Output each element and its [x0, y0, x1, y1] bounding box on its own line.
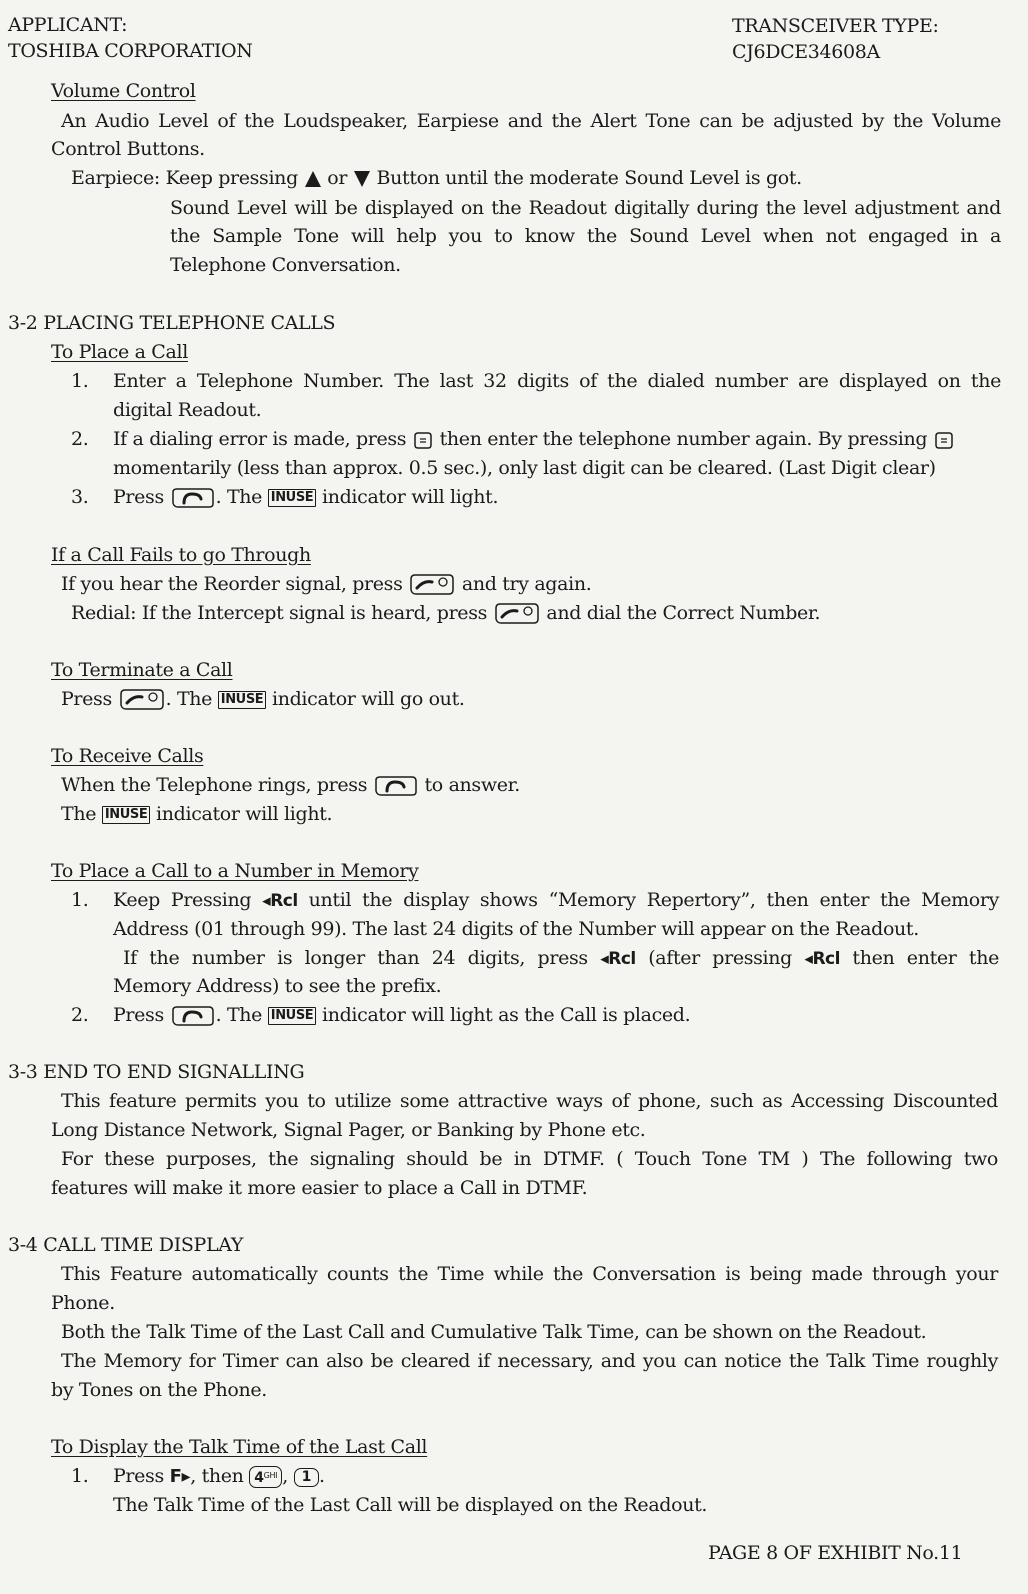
- key-4-letters: GHI: [263, 1471, 278, 1480]
- item-text: and dial the Correct Number.: [546, 602, 821, 624]
- list-number: 3.: [71, 486, 89, 508]
- up-triangle-icon: [304, 170, 322, 188]
- earpiece-or: or: [327, 167, 348, 189]
- recall-key: ◂Rcl: [600, 949, 636, 969]
- clear-key-icon: [933, 429, 955, 451]
- item-text: . The: [165, 688, 213, 710]
- sound-level-line: Telephone Conversation.: [170, 254, 401, 276]
- key-1-digit: 1: [301, 1468, 312, 1485]
- send-key-icon: [373, 775, 419, 797]
- signalling-para-line: For these purposes, the signaling should be in DTMF. ( Touch Tone TM ) The following two: [61, 1148, 998, 1170]
- earpiece-text: Button until the moderate Sound Level is got.: [376, 167, 802, 189]
- item-text: . The: [215, 1004, 263, 1026]
- list-number: 1.: [71, 889, 89, 911]
- list-number: 2.: [71, 428, 89, 450]
- applicant-name: TOSHIBA CORPORATION: [8, 40, 253, 62]
- list-number: 1.: [71, 1465, 89, 1487]
- recall-key: ◂Rcl: [804, 949, 840, 969]
- function-key: F▸: [169, 1466, 191, 1487]
- transceiver-type-value: CJ6DCE34608A: [732, 41, 880, 63]
- terminate-call-heading: To Terminate a Call: [51, 659, 233, 681]
- end-key-icon: [118, 688, 166, 712]
- inuse-indicator: INUSE: [268, 489, 317, 507]
- earpiece-line: [71, 167, 802, 189]
- item-text: If you hear the Reorder signal, press: [61, 573, 403, 595]
- call-time-para-line: Both the Talk Time of the Last Call and Cumulative Talk Time, can be shown on the Readout.: [61, 1321, 927, 1343]
- memory-item-2: [113, 1004, 690, 1027]
- item-text: Redial: If the Intercept signal is heard, press: [71, 602, 488, 624]
- sound-level-line: Sound Level will be displayed on the Readout digitally during the level adjustment and: [170, 197, 1001, 219]
- list-number: 2.: [71, 1004, 89, 1026]
- item-text: Press: [113, 1004, 164, 1026]
- signalling-para-line: Long Distance Network, Signal Pager, or Banking by Phone etc.: [51, 1119, 646, 1141]
- memory-call-heading: To Place a Call to a Number in Memory: [51, 860, 419, 882]
- recall-key: ◂Rcl: [262, 891, 298, 911]
- call-time-para-line: The Memory for Timer can also be cleared if necessary, and you can notice the Talk Time roughly: [61, 1350, 998, 1372]
- item-text: . The: [215, 486, 263, 508]
- end-key-icon: [493, 602, 541, 626]
- terminate-call-line: [61, 688, 465, 712]
- item-text: The: [61, 803, 97, 825]
- section-3-3-heading: 3-3 END TO END SIGNALLING: [8, 1061, 305, 1083]
- item-text: Press: [113, 486, 164, 508]
- item-text: Press: [61, 688, 112, 710]
- place-call-heading: To Place a Call: [51, 341, 188, 363]
- applicant-label: APPLICANT:: [8, 14, 128, 36]
- place-call-item-1: Enter a Telephone Number. The last 32 digits of the dialed number are displayed on the: [113, 370, 1001, 392]
- down-triangle-icon: [353, 170, 371, 188]
- display-talk-time-heading: To Display the Talk Time of the Last Call: [51, 1436, 428, 1458]
- item-text: When the Telephone rings, press: [61, 774, 368, 796]
- key-4-digit: 4: [254, 1470, 264, 1486]
- item-text: , then: [190, 1465, 244, 1487]
- signalling-para-line: features will make it more easier to place a Call in DTMF.: [51, 1177, 588, 1199]
- call-time-para-line: This Feature automatically counts the Time while the Conversation is being made through your: [61, 1263, 998, 1285]
- send-key-icon: [170, 1005, 216, 1027]
- item-text: until the display shows “Memory Repertory”, then enter the Memory: [308, 889, 1000, 911]
- item-text: to answer.: [424, 774, 520, 796]
- section-3-4-heading: 3-4 CALL TIME DISPLAY: [8, 1234, 244, 1256]
- place-call-item-3: [113, 486, 498, 509]
- clear-key-icon: [412, 429, 434, 451]
- display-talk-time-item-1-cont: The Talk Time of the Last Call will be displayed on the Readout.: [113, 1494, 708, 1516]
- signalling-para-line: This feature permits you to utilize some attractive ways of phone, such as Accessing Discounted: [61, 1090, 998, 1112]
- place-call-item-2-cont: momentarily (less than approx. 0.5 sec.), only last digit can be cleared. (Last Digit clear): [113, 457, 936, 479]
- receive-calls-line: [61, 774, 520, 797]
- call-time-para-line: by Tones on the Phone.: [51, 1379, 267, 1401]
- call-fails-line: [61, 573, 591, 597]
- place-call-item-1-cont: digital Readout.: [113, 399, 262, 421]
- item-text: then enter the telephone number again. By pressing: [439, 428, 928, 450]
- section-3-2-heading: 3-2 PLACING TELEPHONE CALLS: [8, 312, 336, 334]
- memory-item-1-cont: Address (01 through 99). The last 24 digits of the Number will appear on the Readout.: [113, 918, 919, 940]
- item-text: indicator will light.: [156, 803, 333, 825]
- item-text: then enter the: [852, 947, 999, 969]
- inuse-indicator: INUSE: [102, 806, 151, 824]
- send-key-icon: [170, 487, 216, 509]
- item-text: Keep Pressing: [113, 889, 252, 911]
- memory-item-1-cont: Memory Address) to see the prefix.: [113, 975, 442, 997]
- inuse-indicator: INUSE: [218, 691, 267, 709]
- call-time-para-line: Phone.: [51, 1292, 115, 1314]
- item-text: indicator will light as the Call is placed.: [322, 1004, 691, 1026]
- page-footer: PAGE 8 OF EXHIBIT No.11: [708, 1542, 963, 1564]
- volume-para-line: Control Buttons.: [51, 138, 205, 160]
- call-fails-heading: If a Call Fails to go Through: [51, 544, 311, 566]
- item-text: (after pressing: [648, 947, 792, 969]
- receive-calls-line: [61, 803, 332, 825]
- item-text: If a dialing error is made, press: [113, 428, 407, 450]
- volume-para-line: An Audio Level of the Loudspeaker, Earpiese and the Alert Tone can be adjusted by the Volume: [61, 110, 1001, 132]
- redial-line: [71, 602, 820, 626]
- memory-item-1: [113, 889, 999, 912]
- end-key-icon: [408, 573, 456, 597]
- place-call-item-2: [113, 428, 955, 451]
- display-talk-time-item-1: [113, 1465, 325, 1488]
- earpiece-text: Earpiece: Keep pressing: [71, 167, 298, 189]
- inuse-indicator: INUSE: [268, 1007, 317, 1025]
- item-text: indicator will light.: [322, 486, 499, 508]
- transceiver-type-label: TRANSCEIVER TYPE:: [732, 15, 939, 37]
- item-text: and try again.: [461, 573, 592, 595]
- item-text: .: [319, 1465, 325, 1487]
- receive-calls-heading: To Receive Calls: [51, 745, 204, 767]
- key-4-icon: [249, 1466, 282, 1488]
- sound-level-line: the Sample Tone will help you to know the Sound Level when not engaged in a: [170, 225, 1001, 247]
- volume-heading: Volume Control: [51, 80, 196, 102]
- item-text: indicator will go out.: [272, 688, 465, 710]
- memory-item-1-cont: [123, 947, 999, 970]
- item-text: If the number is longer than 24 digits, press: [123, 947, 588, 969]
- key-1-icon: [294, 1468, 319, 1487]
- item-text: ,: [282, 1465, 288, 1487]
- list-number: 1.: [71, 370, 89, 392]
- item-text: Press: [113, 1465, 164, 1487]
